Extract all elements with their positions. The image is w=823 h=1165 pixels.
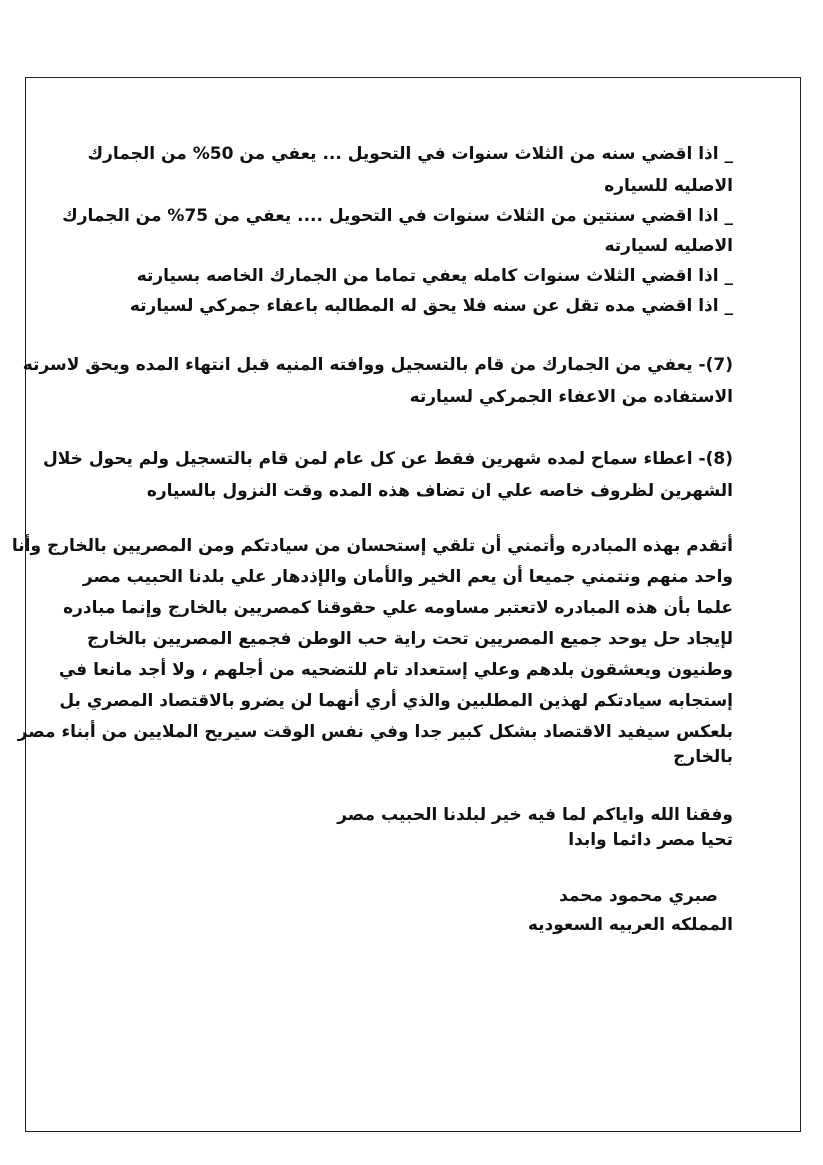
paragraph-line: بلعكس سيفيد الاقتصاد بشكل كبير جدا وفي نفس الوقت سيريح الملايين من أبناء مصر (17, 722, 733, 742)
paragraph-line: لإيجاد حل يوحد جميع المصريين تحت راية حب الوطن فجميع المصريين بالخارج (87, 629, 733, 649)
bullet-one-year: _ اذا اقضي سنه من الثلاث سنوات في التحويل ... يعفي من 50% من الجمارك (87, 144, 733, 164)
paragraph-line: أتقدم بهذه المبادره وأتمني أن تلقي إستحسان من سيادتكم ومن المصريين بالخارج وأنا (11, 536, 733, 556)
point-seven-line-1: (7)- يعفي من الجمارك من قام بالتسجيل ووافته المنيه قبل انتهاء المده ويحق لاسرته (22, 355, 733, 375)
bullet-two-years: _ اذا اقضي سنتين من الثلاث سنوات في التحويل .... يعفي من 75% من الجمارك (62, 206, 733, 226)
point-eight-line-2: الشهرين لظروف خاصه علي ان تضاف هذه المده وقت النزول بالسياره (146, 481, 733, 501)
closing-line-1: وفقنا الله واياكم لما فيه خير لبلدنا الحبيب مصر (337, 805, 733, 825)
point-seven-line-2: الاستفاده من الاعفاء الجمركي لسيارته (409, 387, 733, 407)
paragraph-line: واحد منهم ونتمني جميعا أن يعم الخير والأمان والإذدهار علي بلدنا الحبيب مصر (82, 567, 733, 587)
bullet-less-than-year: _ اذا اقضي مده تقل عن سنه فلا يحق له المطالبه باعفاء جمركي لسيارته (129, 296, 733, 316)
paragraph-line: علما بأن هذه المبادره لاتعتبر مساومه علي حقوقنا كمصريين بالخارج وإنما مبادره (63, 598, 733, 618)
closing-line-2: تحيا مصر دائما وابدا (568, 830, 733, 850)
bullet-one-year-cont: الاصليه للسياره (604, 176, 733, 196)
paragraph-line: بالخارج (673, 747, 733, 767)
bullet-two-years-cont: الاصليه لسيارته (604, 236, 733, 256)
bullet-three-years: _ اذا اقضي الثلاث سنوات كامله يعفي تماما من الجمارك الخاصه بسيارته (136, 266, 733, 286)
point-eight-line-1: (8)- اعطاء سماح لمده شهرين فقط عن كل عام لمن قام بالتسجيل ولم يحول خلال (42, 449, 733, 469)
paragraph-line: إستجابه سيادتكم لهذين المطلبين والذي أري أنهما لن يضرو بالاقتصاد المصري بل (59, 691, 733, 711)
signature-name: صبري محمود محمد (559, 886, 718, 906)
paragraph-line: وطنيون ويعشقون بلدهم وعلي إستعداد تام للتضحيه من أجلهم ، ولا أجد مانعا في (58, 660, 733, 680)
signature-country: المملكه العربيه السعوديه (527, 915, 733, 935)
